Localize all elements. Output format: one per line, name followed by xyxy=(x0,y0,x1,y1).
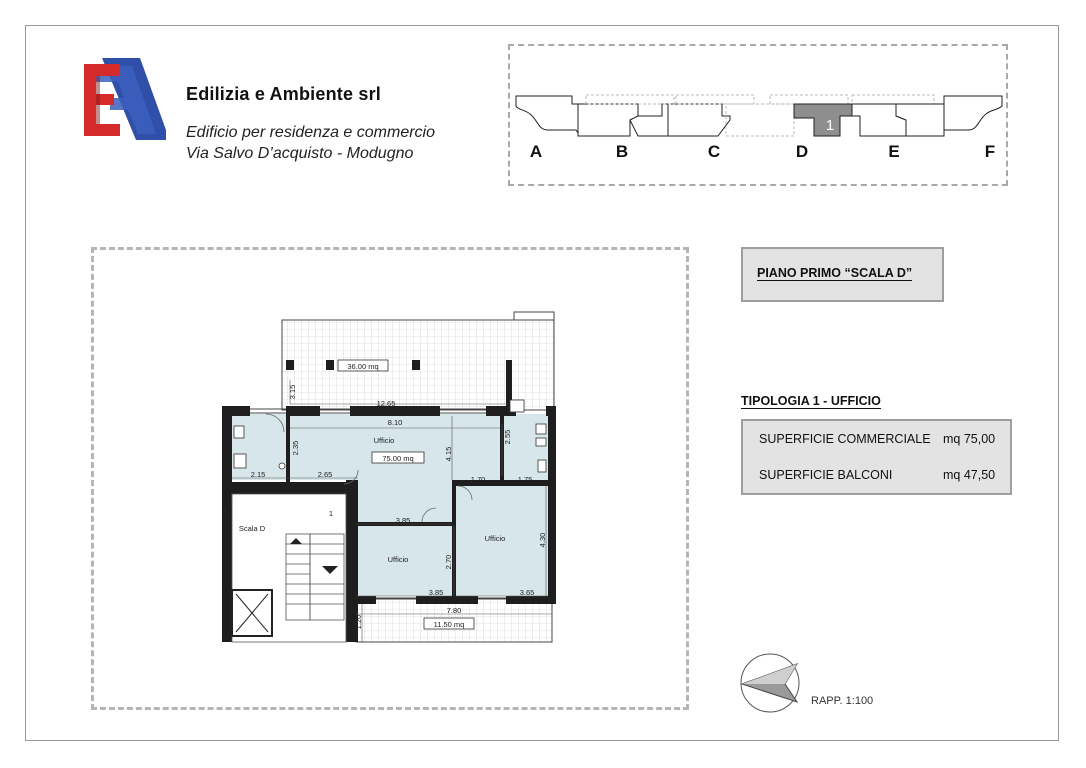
balcony-area-label: SUPERFICIE BALCONI xyxy=(759,468,893,482)
office-area-text: 75.00 mq xyxy=(382,454,414,463)
wall-west xyxy=(222,406,232,642)
dim-1-70: 1.70 xyxy=(470,475,486,484)
balcony-area-value: mq 47,50 xyxy=(943,468,996,482)
dim-4-30: 4.30 xyxy=(538,532,547,548)
room-label-ufficio-main: Ufficio xyxy=(373,436,395,445)
terrace-top-area-text: 36.00 mq xyxy=(347,362,379,371)
wall-bath-left xyxy=(286,414,290,484)
shaft-icon xyxy=(510,400,524,412)
keyplan-label-b: B xyxy=(615,142,629,161)
keyplan-label-f: F xyxy=(984,142,996,161)
keyplan-label-a: A xyxy=(529,142,543,161)
commercial-area-label: SUPERFICIE COMMERCIALE xyxy=(759,432,931,446)
project-description: Edificio per residenza e commercio xyxy=(186,124,435,141)
dim-8-10: 8.10 xyxy=(387,418,403,427)
dim-4-15: 4.15 xyxy=(444,446,453,462)
dim-2-35: 2.35 xyxy=(291,440,300,456)
pillar-3 xyxy=(412,360,420,370)
wall-south-3 xyxy=(506,596,556,604)
company-name: Edilizia e Ambiente srl xyxy=(186,84,381,104)
keyplan-unit-number: 1 xyxy=(825,117,835,134)
drain-icon xyxy=(279,463,285,469)
wall-office-right-north xyxy=(452,480,550,486)
area-summary-box xyxy=(741,419,1012,495)
typology-label: TIPOLOGIA 1 - UFFICIO xyxy=(741,394,881,408)
wall-north-2 xyxy=(286,406,320,416)
wc-icon xyxy=(234,454,246,468)
dim-3-85-b: 3.85 xyxy=(428,588,444,597)
wall-north-1 xyxy=(222,406,250,416)
dim-2-70: 2.70 xyxy=(444,554,453,570)
sink-right-icon xyxy=(536,424,546,434)
floor-title: PIANO PRIMO “SCALA D” xyxy=(757,266,913,280)
dim-7-80: 7.80 xyxy=(446,606,462,615)
dim-3-85-a: 3.85 xyxy=(395,516,411,525)
terrace-bottom-area-text: 11.50 mq xyxy=(433,620,465,629)
keyplan-label-c: C xyxy=(707,142,721,161)
terrace-top-step xyxy=(514,312,554,320)
pillar-2 xyxy=(326,360,334,370)
dim-2-55: 2.55 xyxy=(503,429,512,445)
wall-south-1 xyxy=(354,596,376,604)
dim-2-15: 2.15 xyxy=(250,470,266,479)
room-label-ufficio-right: Ufficio xyxy=(484,534,506,543)
keyplan-label-e: E xyxy=(888,142,900,161)
wall-south-2 xyxy=(416,596,478,604)
dim-1-20: 1.20 xyxy=(354,614,363,630)
north-arrow-icon xyxy=(739,652,801,714)
pillar-1 xyxy=(286,360,294,370)
sink-icon xyxy=(234,426,244,438)
scale-label: RAPP. 1:100 xyxy=(811,695,874,707)
wall-east xyxy=(548,406,556,600)
wc-right-icon xyxy=(536,438,546,446)
keyplan-label-d: D xyxy=(795,142,809,161)
room-label-ufficio-left: Ufficio xyxy=(387,555,409,564)
dim-3-65: 3.65 xyxy=(519,588,535,597)
dim-2-65: 2.65 xyxy=(317,470,333,479)
dim-1-75: 1.75 xyxy=(517,475,533,484)
stair-label: Scala D xyxy=(238,524,266,533)
dim-12-65: 12.65 xyxy=(376,399,396,408)
shower-right-icon xyxy=(538,460,546,472)
project-address: Via Salvo D’acquisto - Modugno xyxy=(186,145,414,162)
stair-number: 1 xyxy=(328,509,334,518)
dim-3-15: 3.15 xyxy=(288,384,297,400)
floor-title-box xyxy=(741,247,944,302)
commercial-area-value: mq 75,00 xyxy=(943,432,996,446)
